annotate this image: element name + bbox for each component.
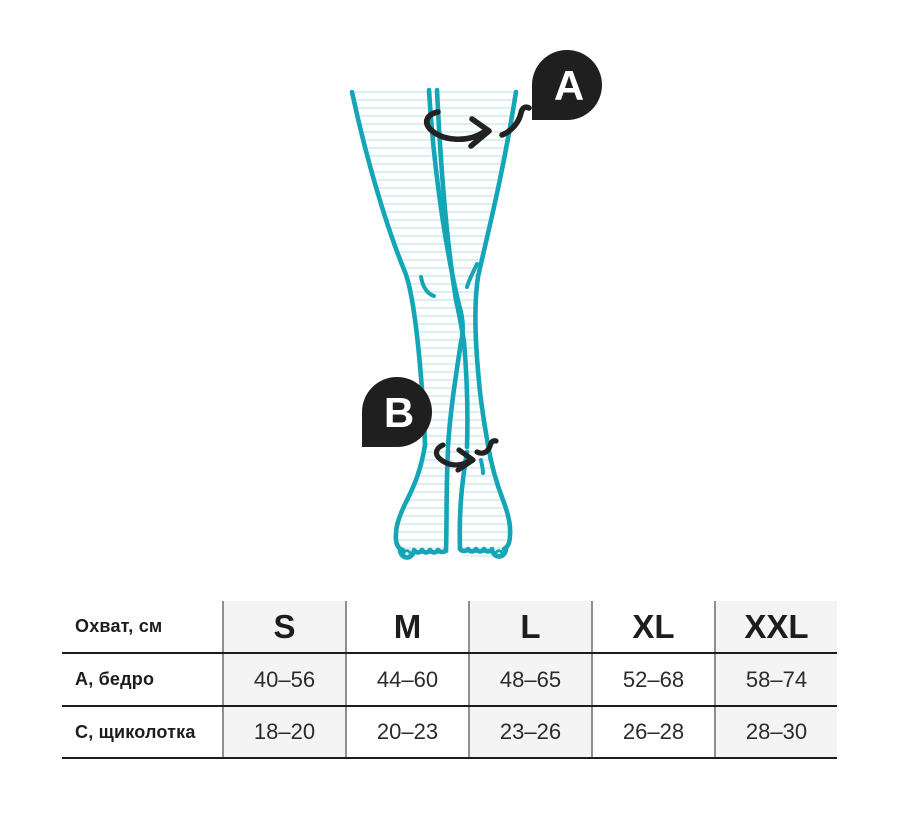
table-row-thigh	[62, 654, 837, 707]
marker-a-badge	[532, 50, 602, 120]
table-row-ankle	[62, 707, 837, 759]
table-header-row	[62, 601, 837, 654]
size-table	[62, 601, 837, 759]
row-label-thigh: А, бедро	[75, 669, 155, 689]
size-col-l: L	[468, 601, 591, 652]
marker-a-label: A	[553, 62, 585, 109]
row-label-ankle: С, щиколотка	[75, 721, 196, 742]
value-cell: 48–65	[468, 654, 591, 705]
size-col-m: M	[345, 601, 468, 652]
value-cell: 28–30	[714, 707, 837, 757]
value-cell: 40–56	[222, 654, 345, 705]
size-col-s: S	[222, 601, 345, 652]
value-cell: 44–60	[345, 654, 468, 705]
size-col-xl: XL	[591, 601, 714, 652]
value-cell: 18–20	[222, 707, 345, 757]
value-cell: 23–26	[468, 707, 591, 757]
marker-b-label: B	[383, 389, 415, 436]
value-cell: 52–68	[591, 654, 714, 705]
value-cell: 26–28	[591, 707, 714, 757]
value-cell: 58–74	[714, 654, 837, 705]
corner-header-cell: Охват, см	[75, 616, 163, 636]
marker-b-badge	[362, 377, 432, 447]
size-col-xxl: XXL	[714, 601, 837, 652]
value-cell: 20–23	[345, 707, 468, 757]
